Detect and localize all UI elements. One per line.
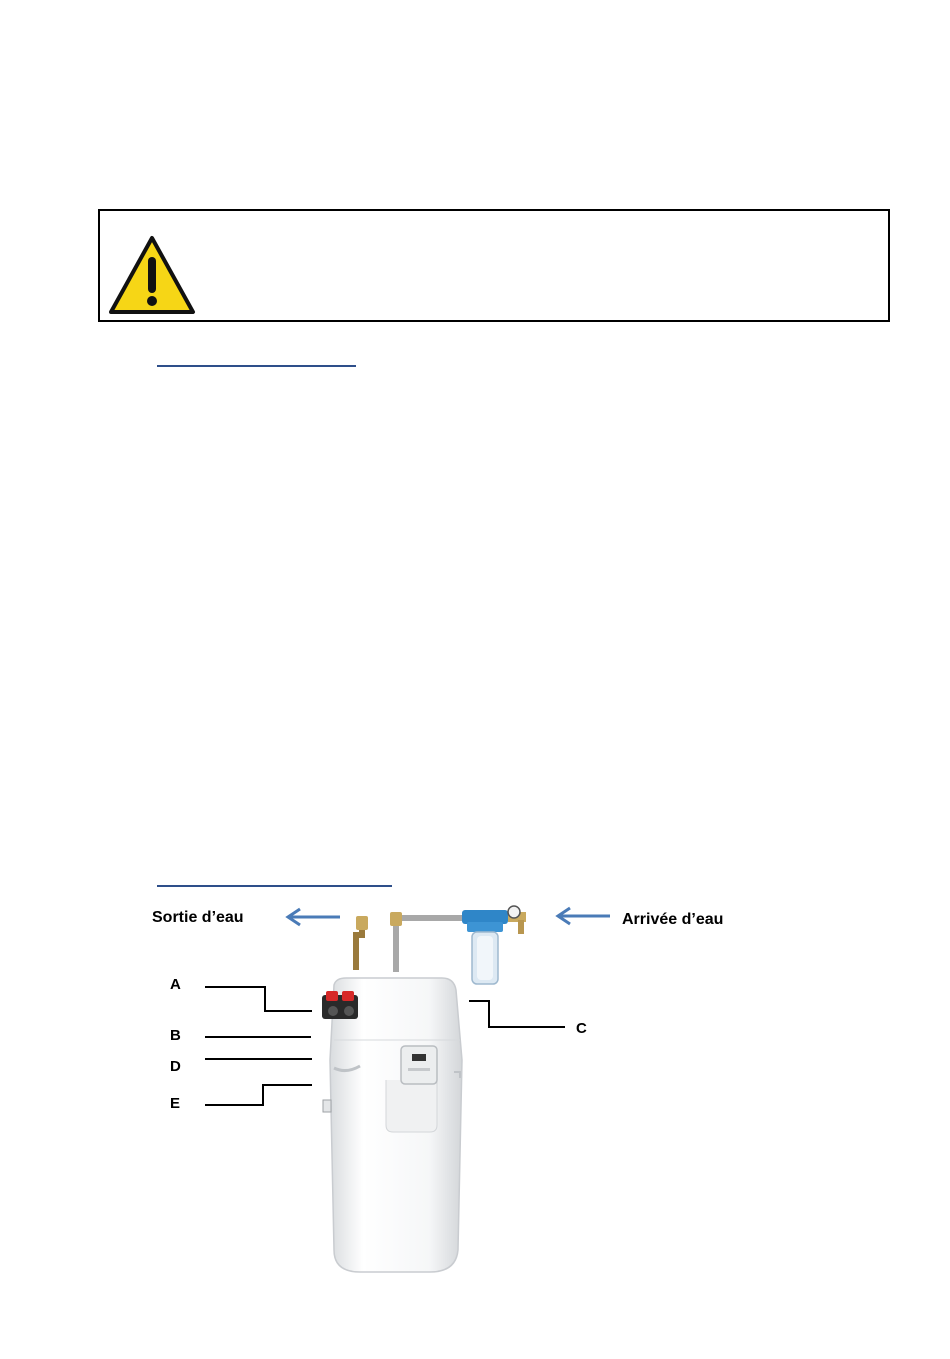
callout-a: A bbox=[170, 976, 181, 993]
callout-line-e bbox=[205, 1085, 312, 1105]
inlet-label: Arrivée d’eau bbox=[622, 911, 724, 928]
callout-line-a bbox=[205, 987, 312, 1011]
inlet-arrow bbox=[558, 908, 610, 924]
supply-pipes bbox=[356, 912, 470, 972]
callout-b: B bbox=[170, 1027, 181, 1044]
callout-d: D bbox=[170, 1058, 181, 1075]
water-filter bbox=[462, 906, 526, 984]
outlet-label: Sortie d’eau bbox=[152, 909, 244, 926]
callout-e: E bbox=[170, 1095, 181, 1112]
outlet-arrow bbox=[288, 909, 340, 925]
callout-c: C bbox=[576, 1020, 587, 1037]
softener-unit bbox=[322, 978, 462, 1272]
callout-line-c bbox=[469, 1001, 565, 1027]
